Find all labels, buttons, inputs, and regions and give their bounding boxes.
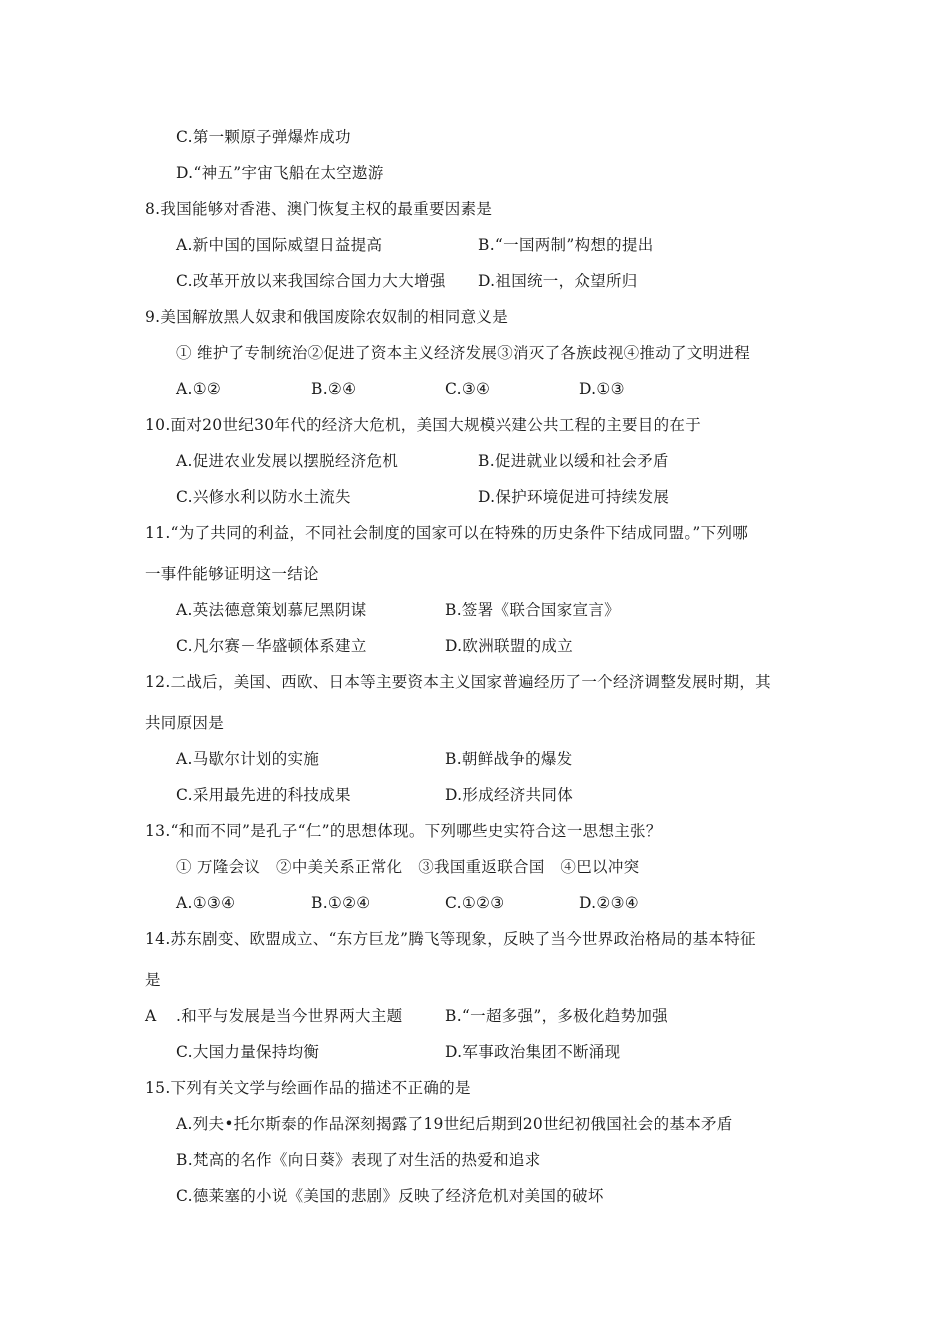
option-7c: C.第一颗原子弹爆炸成功 (176, 128, 351, 146)
option-12d: D.形成经济共同体 (445, 786, 574, 804)
option-10a: A.促进农业发展以摆脱经济危机 (176, 452, 399, 470)
option-14d: D.军事政治集团不断涌现 (445, 1043, 621, 1061)
question-15: 15.下列有关文学与绘画作品的描述不正确的是 (145, 1079, 471, 1097)
option-8d: D.祖国统一，众望所归 (478, 272, 638, 290)
option-10d: D.保护环境促进可持续发展 (478, 488, 670, 506)
option-8a: A.新中国的国际威望日益提高 (176, 236, 383, 254)
option-12c: C.采用最先进的科技成果 (176, 786, 351, 804)
option-9d: D.①③ (579, 380, 625, 398)
question-13: 13.“和而不同”是孔子“仁”的思想体现。下列哪些史实符合这一思想主张？ (145, 822, 662, 840)
option-7d: D.“神五”宇宙飞船在太空遨游 (176, 164, 384, 182)
option-13a: A.①③④ (176, 894, 236, 912)
option-8c: C.改革开放以来我国综合国力大大增强 (176, 272, 446, 290)
option-12a: A.马歇尔计划的实施 (176, 750, 320, 768)
option-14a-letter: A (145, 1007, 157, 1025)
option-11c: C.凡尔赛－华盛顿体系建立 (176, 637, 367, 655)
question-14: 14.苏东剧变、欧盟成立、“东方巨龙”腾飞等现象，反映了当今世界政治格局的基本特征 (145, 930, 756, 948)
option-13c: C.①②③ (445, 894, 505, 912)
option-15b: B.梵高的名作《向日葵》表现了对生活的热爱和追求 (176, 1151, 541, 1169)
question-12: 12.二战后，美国、西欧、日本等主要资本主义国家普遍经历了一个经济调整发展时期，其 (145, 673, 771, 691)
question-8: 8.我国能够对香港、澳门恢复主权的最重要因素是 (145, 200, 493, 218)
question-12-cont: 共同原因是 (145, 714, 225, 732)
question-9-items: ① 维护了专制统治②促进了资本主义经济发展③消灭了各族歧视④推动了文明进程 (176, 344, 751, 362)
question-14-cont: 是 (145, 971, 161, 989)
option-13d: D.②③④ (579, 894, 639, 912)
option-11a: A.英法德意策划慕尼黑阴谋 (176, 601, 367, 619)
option-12b: B.朝鲜战争的爆发 (445, 750, 573, 768)
option-11b: B.签署《联合国家宣言》 (445, 601, 620, 619)
option-15c: C.德莱塞的小说《美国的悲剧》反映了经济危机对美国的破坏 (176, 1187, 604, 1205)
question-11-cont: 一事件能够证明这一结论 (145, 565, 319, 583)
option-14b: B.“一超多强”，多极化趋势加强 (445, 1007, 668, 1025)
option-14c: C.大国力量保持均衡 (176, 1043, 320, 1061)
option-13b: B.①②④ (311, 894, 371, 912)
question-9: 9.美国解放黑人奴隶和俄国废除农奴制的相同意义是 (145, 308, 508, 326)
option-15a: A.列夫•托尔斯泰的作品深刻揭露了19世纪后期到20世纪初俄国社会的基本矛盾 (176, 1115, 733, 1133)
option-9c: C.③④ (445, 380, 491, 398)
option-10b: B.促进就业以缓和社会矛盾 (478, 452, 669, 470)
question-13-items: ① 万隆会议 ②中美关系正常化 ③我国重返联合国 ④巴以冲突 (176, 858, 640, 876)
question-11: 11.“为了共同的利益，不同社会制度的国家可以在特殊的历史条件下结成同盟。”下列哪 (145, 524, 749, 542)
option-9a: A.①② (176, 380, 222, 398)
option-14a: .和平与发展是当今世界两大主题 (176, 1007, 403, 1025)
option-10c: C.兴修水利以防水土流失 (176, 488, 351, 506)
option-11d: D.欧洲联盟的成立 (445, 637, 574, 655)
option-8b: B.“一国两制”构想的提出 (478, 236, 654, 254)
option-9b: B.②④ (311, 380, 357, 398)
question-10: 10.面对20世纪30年代的经济大危机，美国大规模兴建公共工程的主要目的在于 (145, 416, 701, 434)
